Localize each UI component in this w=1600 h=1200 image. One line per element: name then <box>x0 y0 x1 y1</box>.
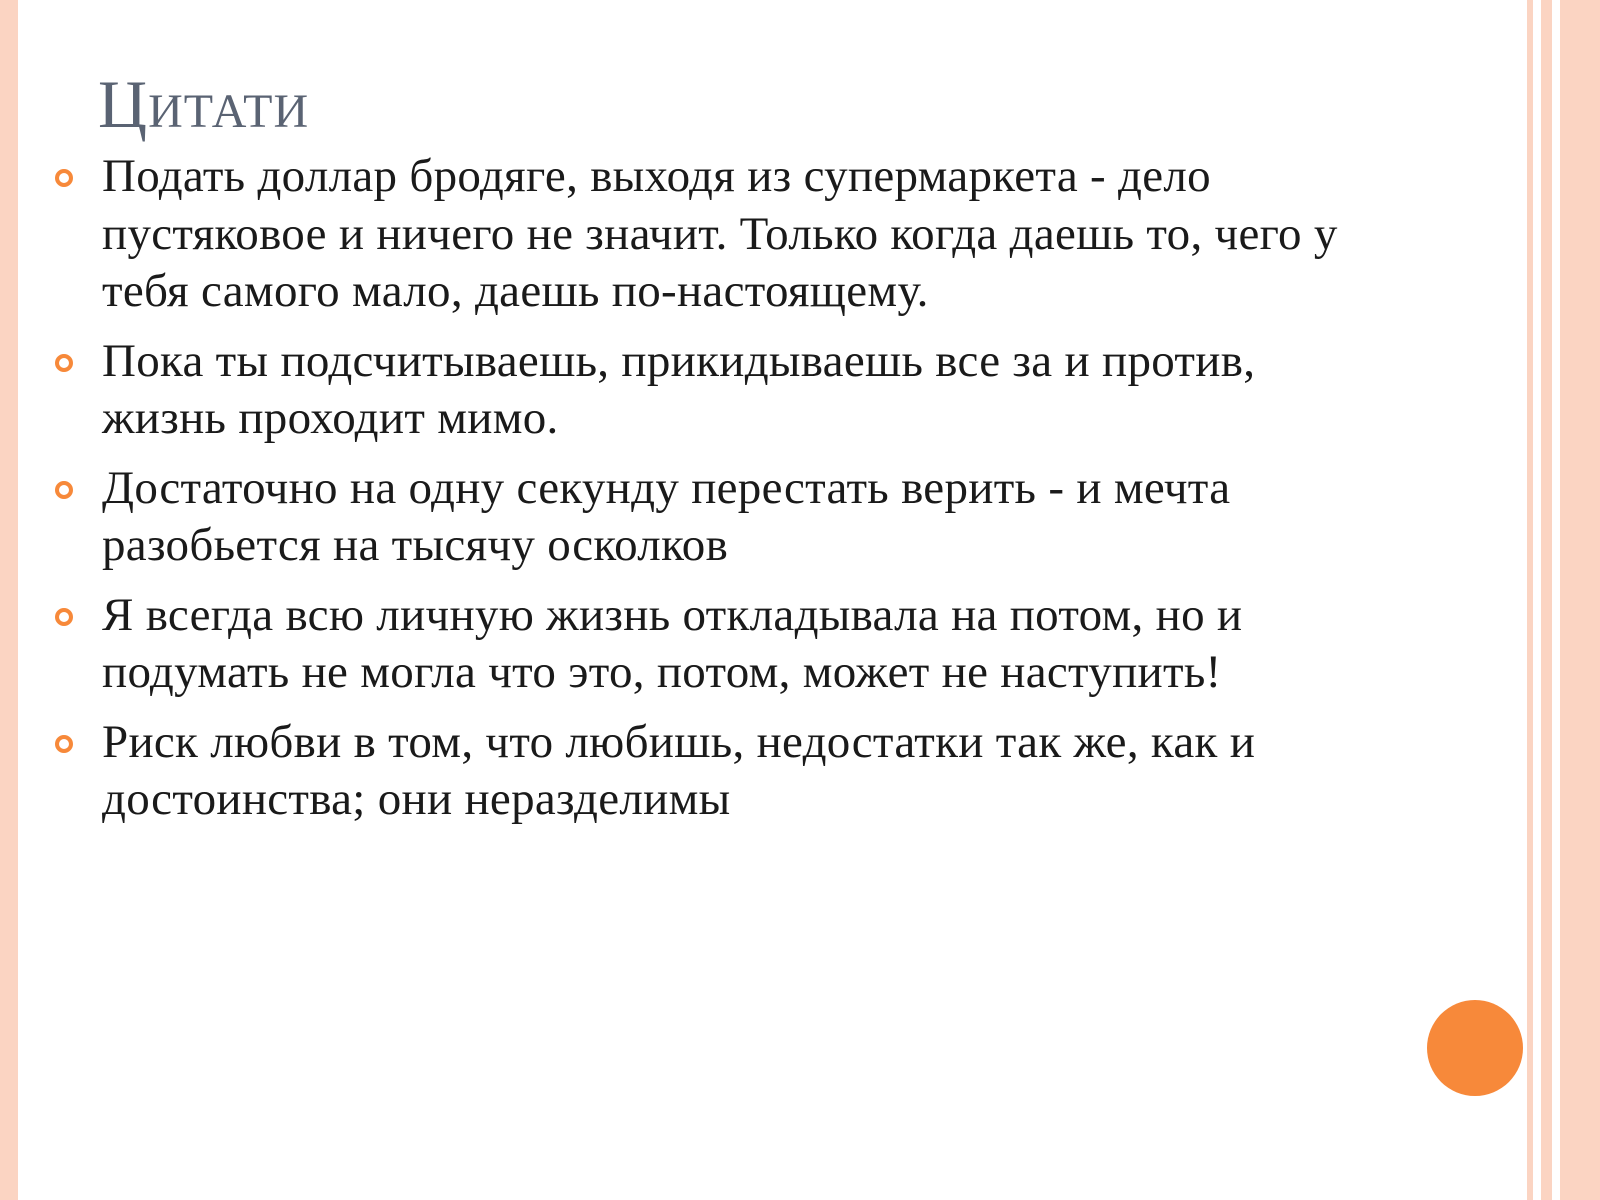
right-decorative-band-gap <box>1533 0 1541 1200</box>
slide-title: Цитати <box>98 66 310 142</box>
bullet-text: Достаточно на одну секунду перестать верить - и мечта разобьется на тысячу осколков <box>102 461 1231 571</box>
bullet-item <box>52 587 1342 702</box>
bullet-text: Риск любви в том, что любишь, недостатки так же, как и достоинства; они неразделимы <box>102 715 1256 825</box>
right-decorative-band <box>1541 0 1552 1200</box>
bullet-text: Подать доллар бродяге, выходя из супермаркета - дело пустяковое и ничего не значит. Только когда даешь то, чего у тебя самого мало, даешь по-настоящему. <box>102 150 1338 317</box>
bullet-item <box>52 714 1342 829</box>
left-decorative-stripe <box>0 0 18 1200</box>
decorative-orange-circle <box>1427 1000 1523 1096</box>
bullet-text: Я всегда всю личную жизнь откладывала на потом, но и подумать не могла что это, потом, может не наступить! <box>102 588 1243 698</box>
bullet-item <box>52 148 1342 321</box>
bullet-circle-icon <box>55 354 73 372</box>
bullet-item <box>52 460 1342 575</box>
right-decorative-band <box>1560 0 1600 1200</box>
right-decorative-band-gap <box>1552 0 1560 1200</box>
bullet-circle-icon <box>55 169 73 187</box>
bullet-circle-icon <box>55 735 73 753</box>
bullet-text: Пока ты подсчитываешь, прикидываешь все за и против, жизнь проходит мимо. <box>102 334 1256 444</box>
bullet-item <box>52 333 1342 448</box>
bullet-circle-icon <box>55 608 73 626</box>
bullet-circle-icon <box>55 481 73 499</box>
bullet-list <box>52 148 1342 841</box>
